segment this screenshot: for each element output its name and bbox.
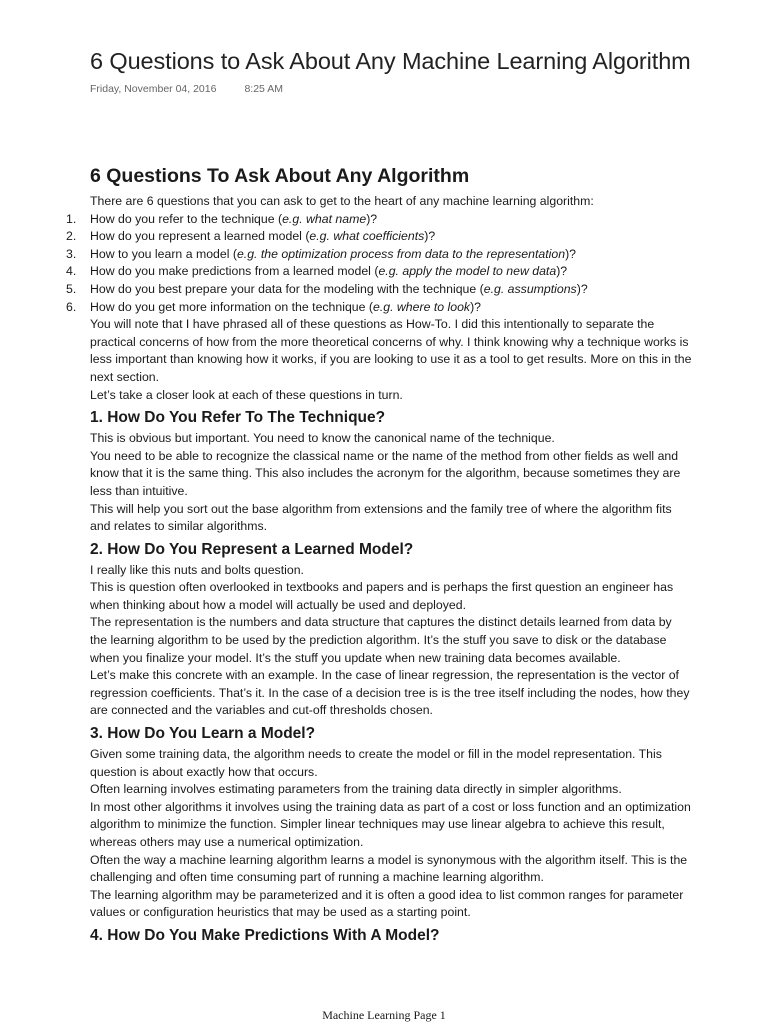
question-item xyxy=(66,299,692,317)
question-item xyxy=(66,281,692,299)
question-end: )? xyxy=(576,281,588,296)
section-4-heading: 4. How Do You Make Predictions With A Model? xyxy=(90,926,440,944)
question-text: How do you best prepare your data for the modeling with the technique ( xyxy=(90,281,484,296)
question-item xyxy=(66,246,692,264)
section-2-heading: 2. How Do You Represent a Learned Model? xyxy=(90,540,414,558)
paragraph: Often the way a machine learning algorithm learns a model is synonymous with the algorithm itself. This is the challenging and often time consuming part of running a machine learning algorithm. xyxy=(90,852,688,885)
paragraph: Let’s make this concrete with an example. In the case of linear regression, the representation is the vector of regression coefficients. That’s it. In the case of a decision tree is is the tree itself including the nodes, how they are connected and the variables and cut-off thresholds chosen. xyxy=(90,668,690,718)
paragraph: This will help you sort out the base algorithm from extensions and the family tree of where the algorithm fits and relates to similar algorithms. xyxy=(90,501,672,534)
intro-paragraph: There are 6 questions that you can ask to get to the heart of any machine learning algorithm: xyxy=(90,194,594,208)
page-title: 6 Questions to Ask About Any Machine Learning Algorithm xyxy=(90,48,691,74)
question-example: e.g. assumptions xyxy=(483,281,577,296)
paragraph: Let’s take a closer look at each of these questions in turn. xyxy=(90,387,403,402)
question-number: 3. xyxy=(66,246,77,261)
section-3-heading: 3. How Do You Learn a Model? xyxy=(90,725,316,743)
paragraph: Often learning involves estimating parameters from the training data directly in simpler algorithms. xyxy=(90,782,622,797)
question-example: e.g. where to look xyxy=(373,299,471,314)
question-text: How to you learn a model ( xyxy=(90,246,237,261)
paragraph: I really like this nuts and bolts question. xyxy=(90,562,304,577)
paragraph: In most other algorithms it involves using the training data as part of a cost or loss function and an optimization algorithm to minimize the function. Simpler linear techniques may use linear algebra to achieve this result, whereas others may use a numerical optimization. xyxy=(90,799,691,849)
question-item xyxy=(66,211,692,229)
note-date: Friday, November 04, 2016 xyxy=(90,83,217,95)
main-heading: 6 Questions To Ask About Any Algorithm xyxy=(90,165,470,187)
question-text: How do you refer to the technique ( xyxy=(90,211,283,226)
paragraph: You need to be able to recognize the classical name or the name of the method from other fields as well and know that it is the same thing. This also includes the acronym for the algorithm, because sometimes they are less than intuitive. xyxy=(90,448,681,498)
question-example: e.g. the optimization process from data to the representation xyxy=(236,246,566,261)
question-number: 2. xyxy=(66,229,77,244)
question-example: e.g. what coefficients xyxy=(309,229,425,244)
paragraph: This is obvious but important. You need to know the canonical name of the technique. xyxy=(90,431,555,446)
question-end: )? xyxy=(565,246,576,261)
note-time: 8:25 AM xyxy=(244,83,283,95)
question-example: e.g. what name xyxy=(282,211,367,226)
question-example: e.g. apply the model to new data xyxy=(378,264,557,279)
question-item xyxy=(66,228,692,246)
question-text: How do you represent a learned model ( xyxy=(90,229,310,244)
page-footer: Machine Learning Page 1 xyxy=(322,1008,446,1022)
paragraph: The representation is the numbers and data structure that captures the distinct details learned from data by the learning algorithm to be used by the prediction algorithm. It’s the stuff you save to disk or the database when you finalize your model. It’s the stuff you update when new training data becomes available. xyxy=(90,615,672,665)
question-item xyxy=(66,263,692,281)
question-number: 6. xyxy=(66,299,77,314)
question-end: )? xyxy=(470,299,482,314)
questions-list xyxy=(66,211,692,317)
question-number: 5. xyxy=(66,281,77,296)
question-number: 1. xyxy=(66,211,77,226)
question-end: )? xyxy=(556,264,568,279)
question-number: 4. xyxy=(66,264,77,279)
paragraph: You will note that I have phrased all of these questions as How-To. I did this intentionally to separate the practical concerns of how from the more theoretical concerns of why. I think knowing why a technique works is less important than knowing how it works, if you are looking to use it as a tool to get results. More on this in the next section. xyxy=(90,317,692,384)
note-timestamp xyxy=(90,83,283,95)
question-text: How do you make predictions from a learned model ( xyxy=(90,264,379,279)
paragraph: The learning algorithm may be parameterized and it is often a good idea to list common ranges for parameter values or configuration heuristics that may be used as a starting point. xyxy=(90,887,684,920)
note-body xyxy=(66,163,692,948)
question-end: )? xyxy=(366,211,378,226)
question-end: )? xyxy=(424,229,436,244)
paragraph: This is question often overlooked in textbooks and papers and is perhaps the first question an engineer has when thinking about how a model will actually be used and deployed. xyxy=(90,580,674,612)
question-text: How do you get more information on the technique ( xyxy=(90,299,373,314)
paragraph: Given some training data, the algorithm needs to create the model or fill in the model representation. This question is about exactly how that occurs. xyxy=(90,747,662,779)
section-1-heading: 1. How Do You Refer To The Technique? xyxy=(90,409,386,427)
